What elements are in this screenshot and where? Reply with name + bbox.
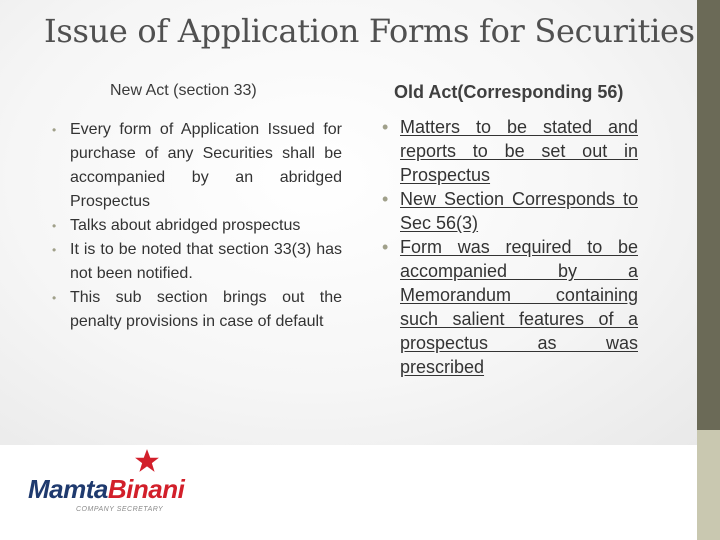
- left-bullet-list: [52, 118, 342, 334]
- right-column-heading: Old Act(Corresponding 56): [394, 82, 624, 102]
- logo-wordmark: MamtaBinani: [28, 474, 185, 504]
- list-item: • Matters to be stated and reports to be set out in Prospectus: [382, 117, 638, 185]
- slide-title: Issue of Application Forms for Securities: [44, 12, 695, 50]
- bullet-icon: •: [52, 291, 57, 305]
- bullet-icon: •: [52, 219, 57, 233]
- list-item: • It is to be noted that section 33(3) has not been notified.: [52, 238, 342, 286]
- side-accent-bar-lower: [697, 430, 720, 540]
- logo-tagline: COMPANY SECRETARY: [76, 506, 164, 513]
- bullet-icon: •: [382, 237, 389, 257]
- company-logo: [28, 448, 208, 518]
- list-item: • This sub section brings out the penalty provisions in case of default: [52, 286, 342, 334]
- right-bullet-list: [382, 115, 638, 379]
- bullet-icon: •: [52, 243, 57, 257]
- list-item: • Form was required to be accompanied by a Memorandum containing such salient features of a prospectus as was prescribed: [382, 237, 638, 377]
- bullet-icon: •: [382, 189, 389, 209]
- bullet-icon: •: [382, 117, 389, 137]
- star-icon: [134, 448, 160, 474]
- list-item: • Talks about abridged prospectus: [52, 214, 342, 238]
- list-item: • New Section Corresponds to Sec 56(3): [382, 189, 638, 233]
- list-item: • Every form of Application Issued for purchase of any Securities shall be accompanied by an abridged Prospectus: [52, 118, 342, 214]
- side-accent-bar: [697, 0, 720, 430]
- left-column-heading: New Act (section 33): [110, 82, 257, 99]
- bullet-icon: •: [52, 123, 57, 137]
